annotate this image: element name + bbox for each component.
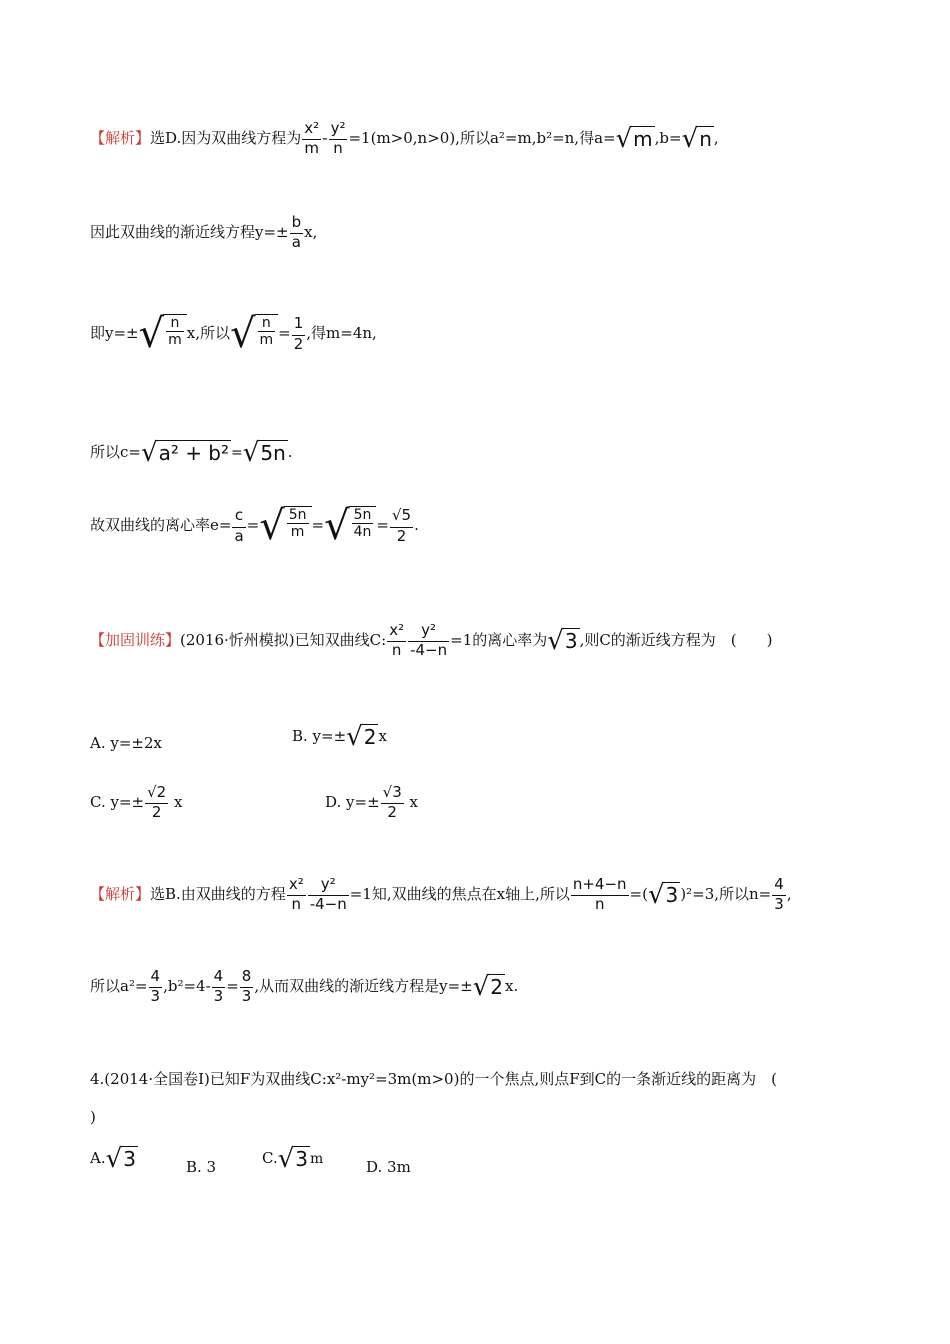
numerator: 1 — [293, 314, 304, 333]
numerator: 4 — [150, 967, 161, 985]
radicand: a² + b² — [158, 441, 230, 465]
fraction — [408, 622, 449, 660]
text: 故双曲线的离心率e= — [90, 516, 232, 534]
text: 所以c= — [90, 443, 141, 461]
text: , — [786, 884, 792, 903]
equals: = — [246, 516, 260, 534]
text: , — [713, 128, 719, 147]
text: )²=3,所以n= — [680, 884, 772, 903]
numerator: x² — [304, 119, 320, 137]
sqrt-fraction: √ $\frac{5n}{m}$ — [259, 506, 311, 546]
question-4-line-2: ) — [90, 1108, 96, 1126]
denominator: m — [259, 332, 274, 349]
text: ,得m=4n, — [306, 324, 377, 342]
text: . — [414, 516, 419, 534]
denominator: 2 — [293, 334, 304, 353]
fraction — [772, 876, 786, 914]
denominator: m — [287, 523, 309, 540]
fraction — [287, 876, 306, 914]
sqrt-fraction: √ $\frac{n}{m}$ — [230, 314, 278, 354]
radicand: 5n — [260, 441, 286, 465]
exercise-question — [90, 622, 773, 660]
sqrt-fraction: √ $\frac{5n}{4n}$ — [324, 506, 376, 546]
denominator: 2 — [145, 803, 168, 821]
text: =( — [629, 884, 648, 903]
fraction — [149, 968, 163, 1006]
equals: = — [376, 516, 389, 534]
fraction — [240, 968, 254, 1006]
fraction — [287, 507, 309, 540]
question-4-option-b: B. 3 — [186, 1158, 217, 1176]
text: x,所以 — [186, 324, 230, 342]
sqrt: √ 3 — [647, 879, 679, 910]
text: x — [378, 727, 387, 745]
equals: = — [311, 516, 325, 534]
denominator: 2 — [390, 527, 413, 545]
numerator: √3 — [382, 783, 402, 801]
fraction — [381, 784, 404, 822]
radicand: 2 — [490, 974, 504, 999]
text: x. — [505, 976, 519, 995]
fraction — [166, 315, 184, 348]
analysis-tag: 【解析】 — [90, 128, 151, 147]
text: 所以a²= — [90, 976, 148, 995]
numerator: y² — [421, 621, 437, 639]
analysis-line-5 — [90, 503, 419, 549]
question-4-option-a — [90, 1146, 138, 1172]
radicand: 2 — [363, 725, 377, 749]
numerator: y² — [330, 119, 346, 137]
numerator: c — [234, 506, 244, 525]
radicand: n — [699, 126, 712, 151]
equals: = — [278, 324, 291, 342]
text: C. y=± — [90, 792, 145, 811]
sqrt: √ 2 — [472, 971, 504, 1002]
fraction — [571, 876, 629, 914]
denominator: 4n — [353, 524, 372, 541]
analysis-line-4 — [90, 440, 293, 466]
fraction — [212, 968, 226, 1006]
sqrt: √ 3 — [105, 1144, 136, 1174]
denominator: m — [302, 139, 321, 157]
question-4-option-d: D. 3m — [366, 1158, 411, 1176]
numerator: 4 — [213, 967, 224, 985]
exercise-analysis-1 — [90, 876, 792, 914]
text: x — [169, 792, 183, 811]
text: 即y=± — [90, 324, 139, 342]
analysis-line-3 — [90, 311, 377, 357]
denominator: 2 — [381, 803, 404, 821]
numerator: n — [170, 315, 180, 331]
numerator: b — [291, 213, 302, 231]
sqrt-fraction: √ $\frac{n}{m}$ — [139, 314, 187, 354]
option-c — [90, 784, 182, 822]
sqrt: √ 3 — [277, 1144, 309, 1174]
text: ,b²=4- — [163, 976, 211, 995]
fraction — [352, 507, 374, 540]
fraction — [145, 784, 168, 822]
numerator: x² — [288, 875, 304, 893]
text: 因此双曲线的渐近线方程y=± — [90, 222, 289, 241]
numerator: 4 — [774, 875, 784, 893]
text: A. — [90, 1149, 106, 1167]
denominator: 3 — [150, 987, 161, 1006]
text: 选B.由双曲线的方程 — [150, 884, 286, 903]
text: x, — [304, 222, 318, 241]
text: ,b= — [654, 128, 682, 147]
denominator: -4−n — [410, 641, 448, 660]
numerator: 8 — [241, 967, 252, 985]
denominator: 3 — [213, 987, 224, 1006]
numerator: n — [261, 315, 271, 331]
denominator: n — [387, 641, 406, 659]
exercise-tag: 【加固训练】 — [90, 630, 181, 649]
fraction — [390, 507, 413, 545]
fraction — [387, 622, 406, 660]
sqrt: √ 2 — [346, 722, 377, 752]
fraction — [232, 507, 245, 545]
numerator: x² — [389, 621, 405, 639]
numerator: √2 — [147, 783, 167, 801]
equals: = — [226, 976, 239, 995]
radicand: 3 — [123, 1147, 136, 1171]
fraction — [292, 315, 306, 353]
option-a: A. y=±2x — [90, 734, 162, 752]
analysis-tag: 【解析】 — [90, 884, 151, 903]
sqrt: √ a² + b² — [140, 438, 230, 468]
fraction — [258, 315, 276, 348]
denominator: n — [287, 895, 306, 913]
option-d — [325, 784, 418, 822]
sqrt: √ n — [681, 123, 712, 154]
text: =1的离心率为 — [450, 630, 548, 649]
text: C. — [262, 1149, 278, 1167]
fraction — [290, 214, 304, 252]
denominator: n — [329, 139, 348, 157]
radicand: 3 — [295, 1147, 309, 1171]
exercise-analysis-2 — [90, 968, 518, 1006]
denominator: -4−n — [309, 895, 347, 914]
denominator: 3 — [774, 895, 784, 914]
fraction — [329, 120, 348, 158]
sqrt: √ 5n — [242, 438, 286, 468]
radicand: m — [633, 126, 653, 151]
text: (2016·忻州模拟)已知双曲线C: — [180, 630, 387, 649]
numerator: √5 — [391, 506, 412, 525]
minus: - — [322, 128, 328, 147]
equals: = — [231, 445, 243, 461]
question-4-option-c — [262, 1146, 323, 1172]
analysis-line-2 — [90, 214, 317, 252]
numerator: n+4−n — [572, 875, 627, 893]
text: . — [287, 443, 293, 461]
radicand: 3 — [665, 882, 679, 907]
denominator: m — [168, 332, 182, 349]
text: ,则C的渐近线方程为 ( ) — [579, 630, 773, 649]
analysis-line-1 — [90, 120, 719, 158]
fraction — [302, 120, 321, 158]
question-4-line-1: 4.(2014·全国卷Ⅰ)已知F为双曲线C:x²-my²=3m(m>0)的一个焦点,则点F到C的一条渐近线的距离为 ( — [90, 1070, 777, 1088]
denominator: 3 — [241, 987, 252, 1006]
text: D. y=± — [325, 792, 380, 811]
denominator: a — [234, 526, 244, 545]
numerator: y² — [320, 875, 336, 893]
sqrt: √ 3 — [547, 625, 578, 656]
text: x — [404, 792, 418, 811]
text: =1(m>0,n>0),所以a²=m,b²=n,得a= — [348, 128, 616, 147]
text: =1知,双曲线的焦点在x轴上,所以 — [349, 884, 570, 903]
option-b — [292, 724, 387, 750]
text: 选D.因为双曲线方程为 — [150, 128, 302, 147]
text: B. y=± — [292, 727, 347, 745]
numerator: 5n — [288, 507, 307, 523]
denominator: n — [571, 895, 629, 913]
sqrt: √ m — [615, 123, 653, 154]
text: m — [310, 1151, 324, 1167]
text: ,从而双曲线的渐近线方程是y=± — [254, 976, 473, 995]
denominator: a — [290, 233, 304, 251]
fraction — [308, 876, 349, 914]
numerator: 5n — [353, 507, 372, 523]
radicand: 3 — [564, 628, 578, 653]
